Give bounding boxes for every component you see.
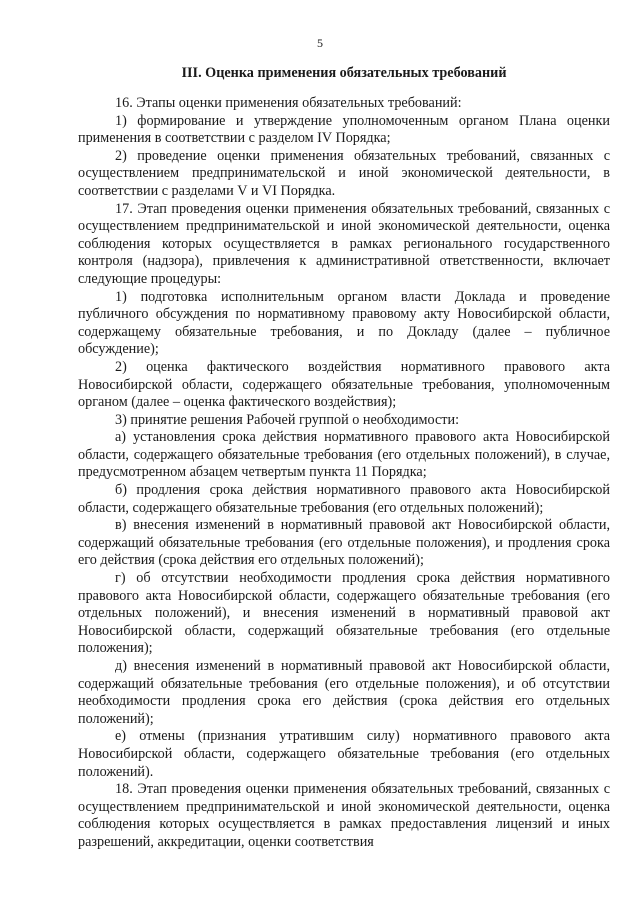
paragraph-17-subitem-e: е) отмены (признания утратившим силу) нормативного правового акта Новосибирской области, содержащего обязательные требования (его отдельных положений). (78, 728, 610, 780)
paragraph-17-subitem-v: в) внесения изменений в нормативный правовой акт Новосибирской области, содержащий обязательные требования (его отдельные положения), и продления срока его действия (срока действия его отдельных положений); (78, 517, 610, 569)
paragraph-17-item-1: 1) подготовка исполнительным органом власти Доклада и проведение публичного обсуждения по нормативному правовому акту Новосибирской области, содержащему обязательные требования, и по Докладу (далее – публичное обсуждение); (78, 288, 610, 358)
paragraph-17-item-2: 2) оценка фактического воздействия нормативного правового акта Новосибирской области, содержащего обязательные требования, уполномоченным органом (далее – оценка фактического воздействия); (78, 358, 610, 411)
section-title: III. Оценка применения обязательных требований (181, 65, 507, 81)
paragraph-18-intro: 18. Этап проведения оценки применения обязательных требований, связанных с осуществлением предпринимательской и иной экономической деятельности, оценка соблюдения которых осуществляется в рамках предоставления лицензий и иных разрешений, аккредитации, оценки соответствия (78, 781, 610, 850)
paragraph-17-intro: 17. Этап проведения оценки применения обязательных требований, связанных с осуществлением предпринимательской и иной экономической деятельности, оценка соблюдения которых осуществляется в рамках регионального государственного контроля (надзора), привлечения к административной ответственности, включает следующие процедуры: (78, 200, 610, 287)
paragraph-16-item-2: 2) проведение оценки применения обязательных требований, связанных с осуществлением предпринимательской и иной экономической деятельности, в соответствии с разделами V и VI Порядка. (78, 147, 610, 199)
page-number: 5 (317, 36, 323, 50)
paragraph-17-subitem-a: а) установления срока действия нормативного правового акта Новосибирской области, содержащего обязательные требования (его отдельных положений), в случае, предусмотренном абзацем четвертым пункта 11 Порядка; (78, 429, 610, 481)
paragraph-16-intro: 16. Этапы оценки применения обязательных требований: (115, 95, 462, 111)
paragraph-17-subitem-g: г) об отсутствии необходимости продления срока действия нормативного правового акта Новосибирской области, содержащего обязательные требования (его отдельных положений), и внесения изменений в нормативный правовой акт Новосибирской области, содержащий обязательные требования (его отдельные положения); (78, 570, 610, 657)
paragraph-17-item-3: 3) принятие решения Рабочей группой о необходимости: (115, 411, 460, 428)
paragraph-17-subitem-d: д) внесения изменений в нормативный правовой акт Новосибирской области, содержащий обязательные требования (его отдельные положения), и об отсутствии необходимости продления срока его действия (срока действия его отдельных положений); (78, 658, 610, 727)
document-body (78, 95, 610, 852)
paragraph-17-subitem-b: б) продления срока действия нормативного правового акта Новосибирской области, содержащего обязательные требования (его отдельных положений); (78, 482, 610, 516)
paragraph-16-item-1: 1) формирование и утверждение уполномоченным органом Плана оценки применения в соответствии с разделом IV Порядка; (78, 112, 610, 147)
